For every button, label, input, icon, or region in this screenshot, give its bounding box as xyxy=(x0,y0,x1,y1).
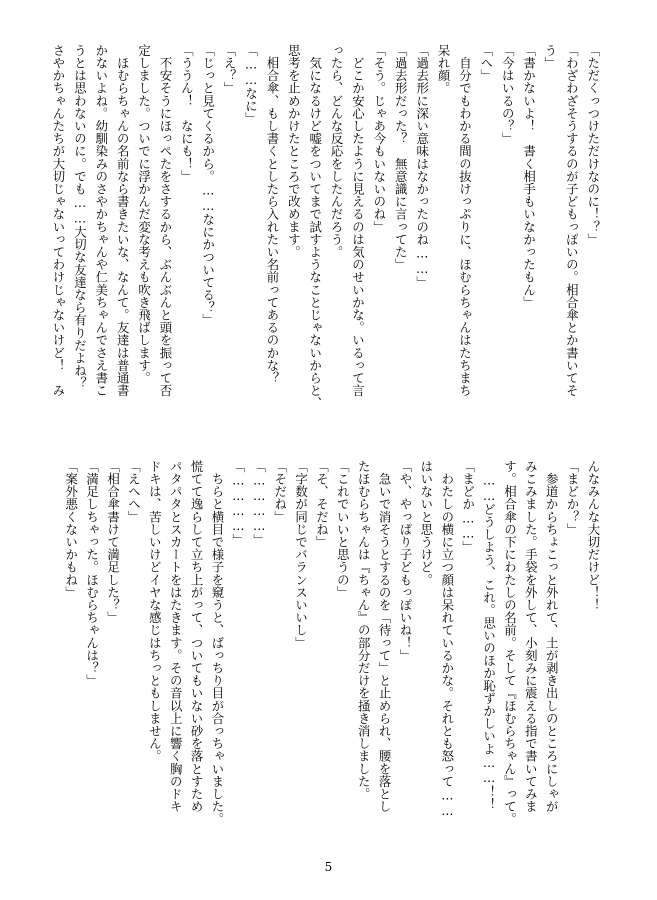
text-line: 「そう。じゃあ今もいないのね」 xyxy=(371,44,387,233)
text-line: かないよね。幼馴染みのさやかちゃんや仁美ちゃんでさえ書こ xyxy=(93,44,109,397)
text-line: す。相合傘の下にわたしの名前。そして『ほむらちゃん』って。 xyxy=(502,460,518,826)
text-line: 「今はいるの？」 xyxy=(500,44,516,145)
text-line: 「そ、そだね」 xyxy=(314,460,330,549)
text-line: 「書かないよ！ 書く相手もいなかったもん」 xyxy=(521,44,537,309)
text-line: う」 xyxy=(542,44,558,70)
text-line: ほむらちゃんの名前なら書きたいな、なんて。友達は普通書 xyxy=(115,44,131,397)
text-line: はいないと思うけど。 xyxy=(418,460,434,586)
text-line: 相合傘、もし書くとしたら入れたい名前ってあるのかな？ xyxy=(264,44,280,385)
text-line: ドキは、苦しいけどイヤな感じはちっともしません。 xyxy=(147,460,163,763)
text-line: 「まどか？」 xyxy=(565,460,581,536)
text-line: たほむらちゃんは『ちゃん』の部分だけを掻き消しました。 xyxy=(356,460,372,801)
text-line: 「これでいいと思うの」 xyxy=(335,460,351,599)
text-line: 参道からちょこっと外れて、土が剥き出しのところにしゃが xyxy=(544,460,560,813)
text-line: 「…………」 xyxy=(251,460,267,546)
text-line: 「ただくっつけただけなのに！？」 xyxy=(585,44,601,246)
text-line: 呆れ顔。 xyxy=(436,44,452,95)
text-line: 「え？」 xyxy=(222,44,238,95)
text-line: 「……なに」 xyxy=(243,44,259,125)
text-line: 「…………」 xyxy=(230,460,246,546)
text-line: んなみんな大切だけど！！ xyxy=(586,460,601,612)
text-line: 「そだね」 xyxy=(272,460,288,523)
text-line: 「満足しちゃった。ほむらちゃんは？」 xyxy=(84,460,100,687)
upper-text-block xyxy=(51,44,601,414)
text-line: みこみました。手袋を外して、小刻みに震える指で書いてみま xyxy=(523,460,539,813)
lower-text-block xyxy=(51,460,601,832)
text-line: 「えへへ」 xyxy=(126,460,142,523)
text-line: 「過去形だった？ 無意識に言ってた」 xyxy=(393,44,409,271)
text-line: 慌てて逸らして立ち上がって、ついてもいない砂を落とすため xyxy=(189,460,205,813)
text-line: 急いで消そうとするのを「待って」と止められ、腰を落とし xyxy=(377,460,393,813)
text-line: さやかちゃんたちが大切じゃないってわけじゃないけど！ み xyxy=(51,44,66,397)
text-line: うとは思わないのに。でも……大切な友達なら有りだよね？ xyxy=(72,44,88,390)
text-line: ちらと横目で様子を窺うと、ばっちり目が合っちゃいました。 xyxy=(209,460,225,826)
page-number: 5 xyxy=(324,860,333,874)
text-line: 「わざわざそうするのが子どもっぽいの。相合傘とか書いてそ xyxy=(564,44,580,397)
text-line: 「や、やっぱり子どもっぽいね！」 xyxy=(397,460,413,662)
text-line: 「字数が同じでバランスいいし」 xyxy=(293,460,309,649)
text-line: どこか安心したように見えるのは気のせいかな。いるって言 xyxy=(350,44,366,397)
text-line: 「まどか……」 xyxy=(460,460,476,554)
text-line: わたしの横に立つ顔は呆れているかな。それとも怒って…… xyxy=(439,460,455,818)
text-line: 思考を止めかけたところで改めます。 xyxy=(286,44,302,259)
text-line: 「じっと見てくるから。……なにかついてる？」 xyxy=(200,44,216,327)
text-line: 自分でもわかる間の抜けっぷりに、ほむらちゃんはたちまち xyxy=(457,44,473,397)
text-line: ……どうしよう、これ。思いのほか恥ずかしいよ……！！ xyxy=(481,460,497,811)
text-line: 「案外悪くないかもね」 xyxy=(63,460,79,599)
text-line: 「相合傘書けて満足した？」 xyxy=(105,460,121,624)
text-line: 「へ」 xyxy=(478,44,494,82)
text-line: パタパタとスカートをはたきます。その音以上に響く胸のドキ xyxy=(168,460,184,813)
text-line: 「ううん！ なにも！」 xyxy=(179,44,195,183)
text-line: 気になるけど嘘をついてまで試すようなことじゃないからと、 xyxy=(307,44,323,410)
text-line: 不安そうにほっぺたをさするから、ぶんぶんと頭を振って否 xyxy=(157,44,173,397)
text-line: 「過去形に深い意味はなかったのね……」 xyxy=(414,44,430,289)
text-line: ったら、どんな反応をしたんだろう。 xyxy=(329,44,345,259)
text-line: 定しました。ついでに浮かんだ変な考えも吹き飛ばします。 xyxy=(136,44,152,385)
